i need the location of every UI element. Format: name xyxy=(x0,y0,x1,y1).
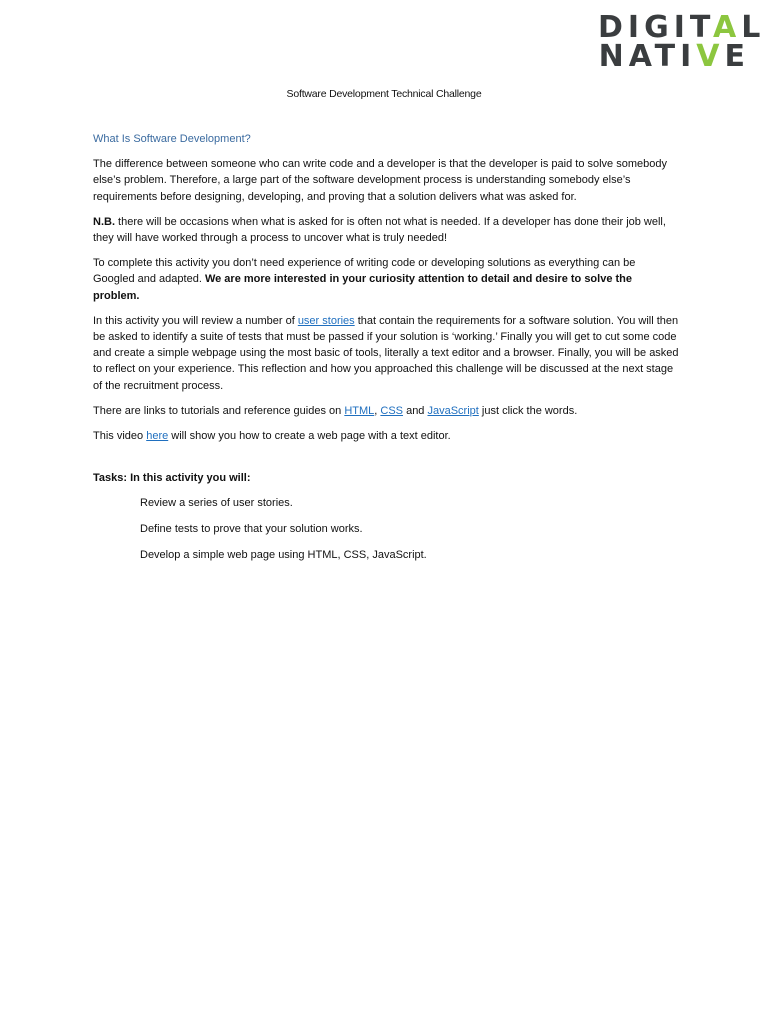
paragraph-video: This video here will show you how to create a web page with a text editor. xyxy=(93,430,451,443)
task-item: Define tests to prove that your solution works. xyxy=(140,523,363,536)
tasks-heading: Tasks: In this activity you will: xyxy=(93,472,251,485)
section-heading: What Is Software Development? xyxy=(93,133,251,145)
user-stories-link[interactable]: user stories xyxy=(297,314,355,327)
task-item: Review a series of user stories. xyxy=(140,497,293,510)
paragraph-tutorials: There are links to tutorials and reference guides on HTML, CSS and JavaScript just click the words. xyxy=(93,404,578,417)
html-link[interactable]: HTML xyxy=(344,404,375,417)
task-list xyxy=(93,495,679,563)
video-here-link[interactable]: here xyxy=(146,430,169,443)
css-link[interactable]: CSS xyxy=(380,404,404,417)
task-item: Develop a simple web page using HTML, CSS, JavaScript. xyxy=(140,549,427,562)
document-body xyxy=(93,131,679,573)
document-title: Software Development Technical Challenge xyxy=(286,88,482,100)
paragraph-requirements: To complete this activity you don’t need experience of writing code or developing solutions as everything can be Googled and adapted. We are more interested in your curiosity attention to detail and desire to solve the problem. xyxy=(93,257,636,302)
digital-native-logo xyxy=(598,10,766,74)
logo-line-2: NATIVE xyxy=(598,39,750,74)
logo-line-1: DIGITAL xyxy=(598,10,766,45)
paragraph-intro: The difference between someone who can write code and a developer is that the developer is paid to solve somebody else’s problem. Therefore, a large part of the software development process is understanding somebody else’s requirements before designing, developing, and proving that a solution delivers what was asked for. xyxy=(93,158,667,203)
paragraph-activity: In this activity you will review a number of user stories that contain the requirements for a software solution. You will then be asked to identify a suite of tests that must be passed if your solution is ‘working.’ Finally you will get to cut some code and create a simple webpage using the most basic of tools, literally a text editor and a browser. Finally, you will be asked to reflect on your experience. This reflection and how you approached this challenge will be discussed at the next stage of the recruitment process. xyxy=(93,314,679,392)
javascript-link[interactable]: JavaScript xyxy=(427,404,479,417)
paragraph-nb: N.B. there will be occasions when what is asked for is often not what is needed. If a developer has done their job well, they will have worked through a process to uncover what is truly needed! xyxy=(93,215,666,245)
